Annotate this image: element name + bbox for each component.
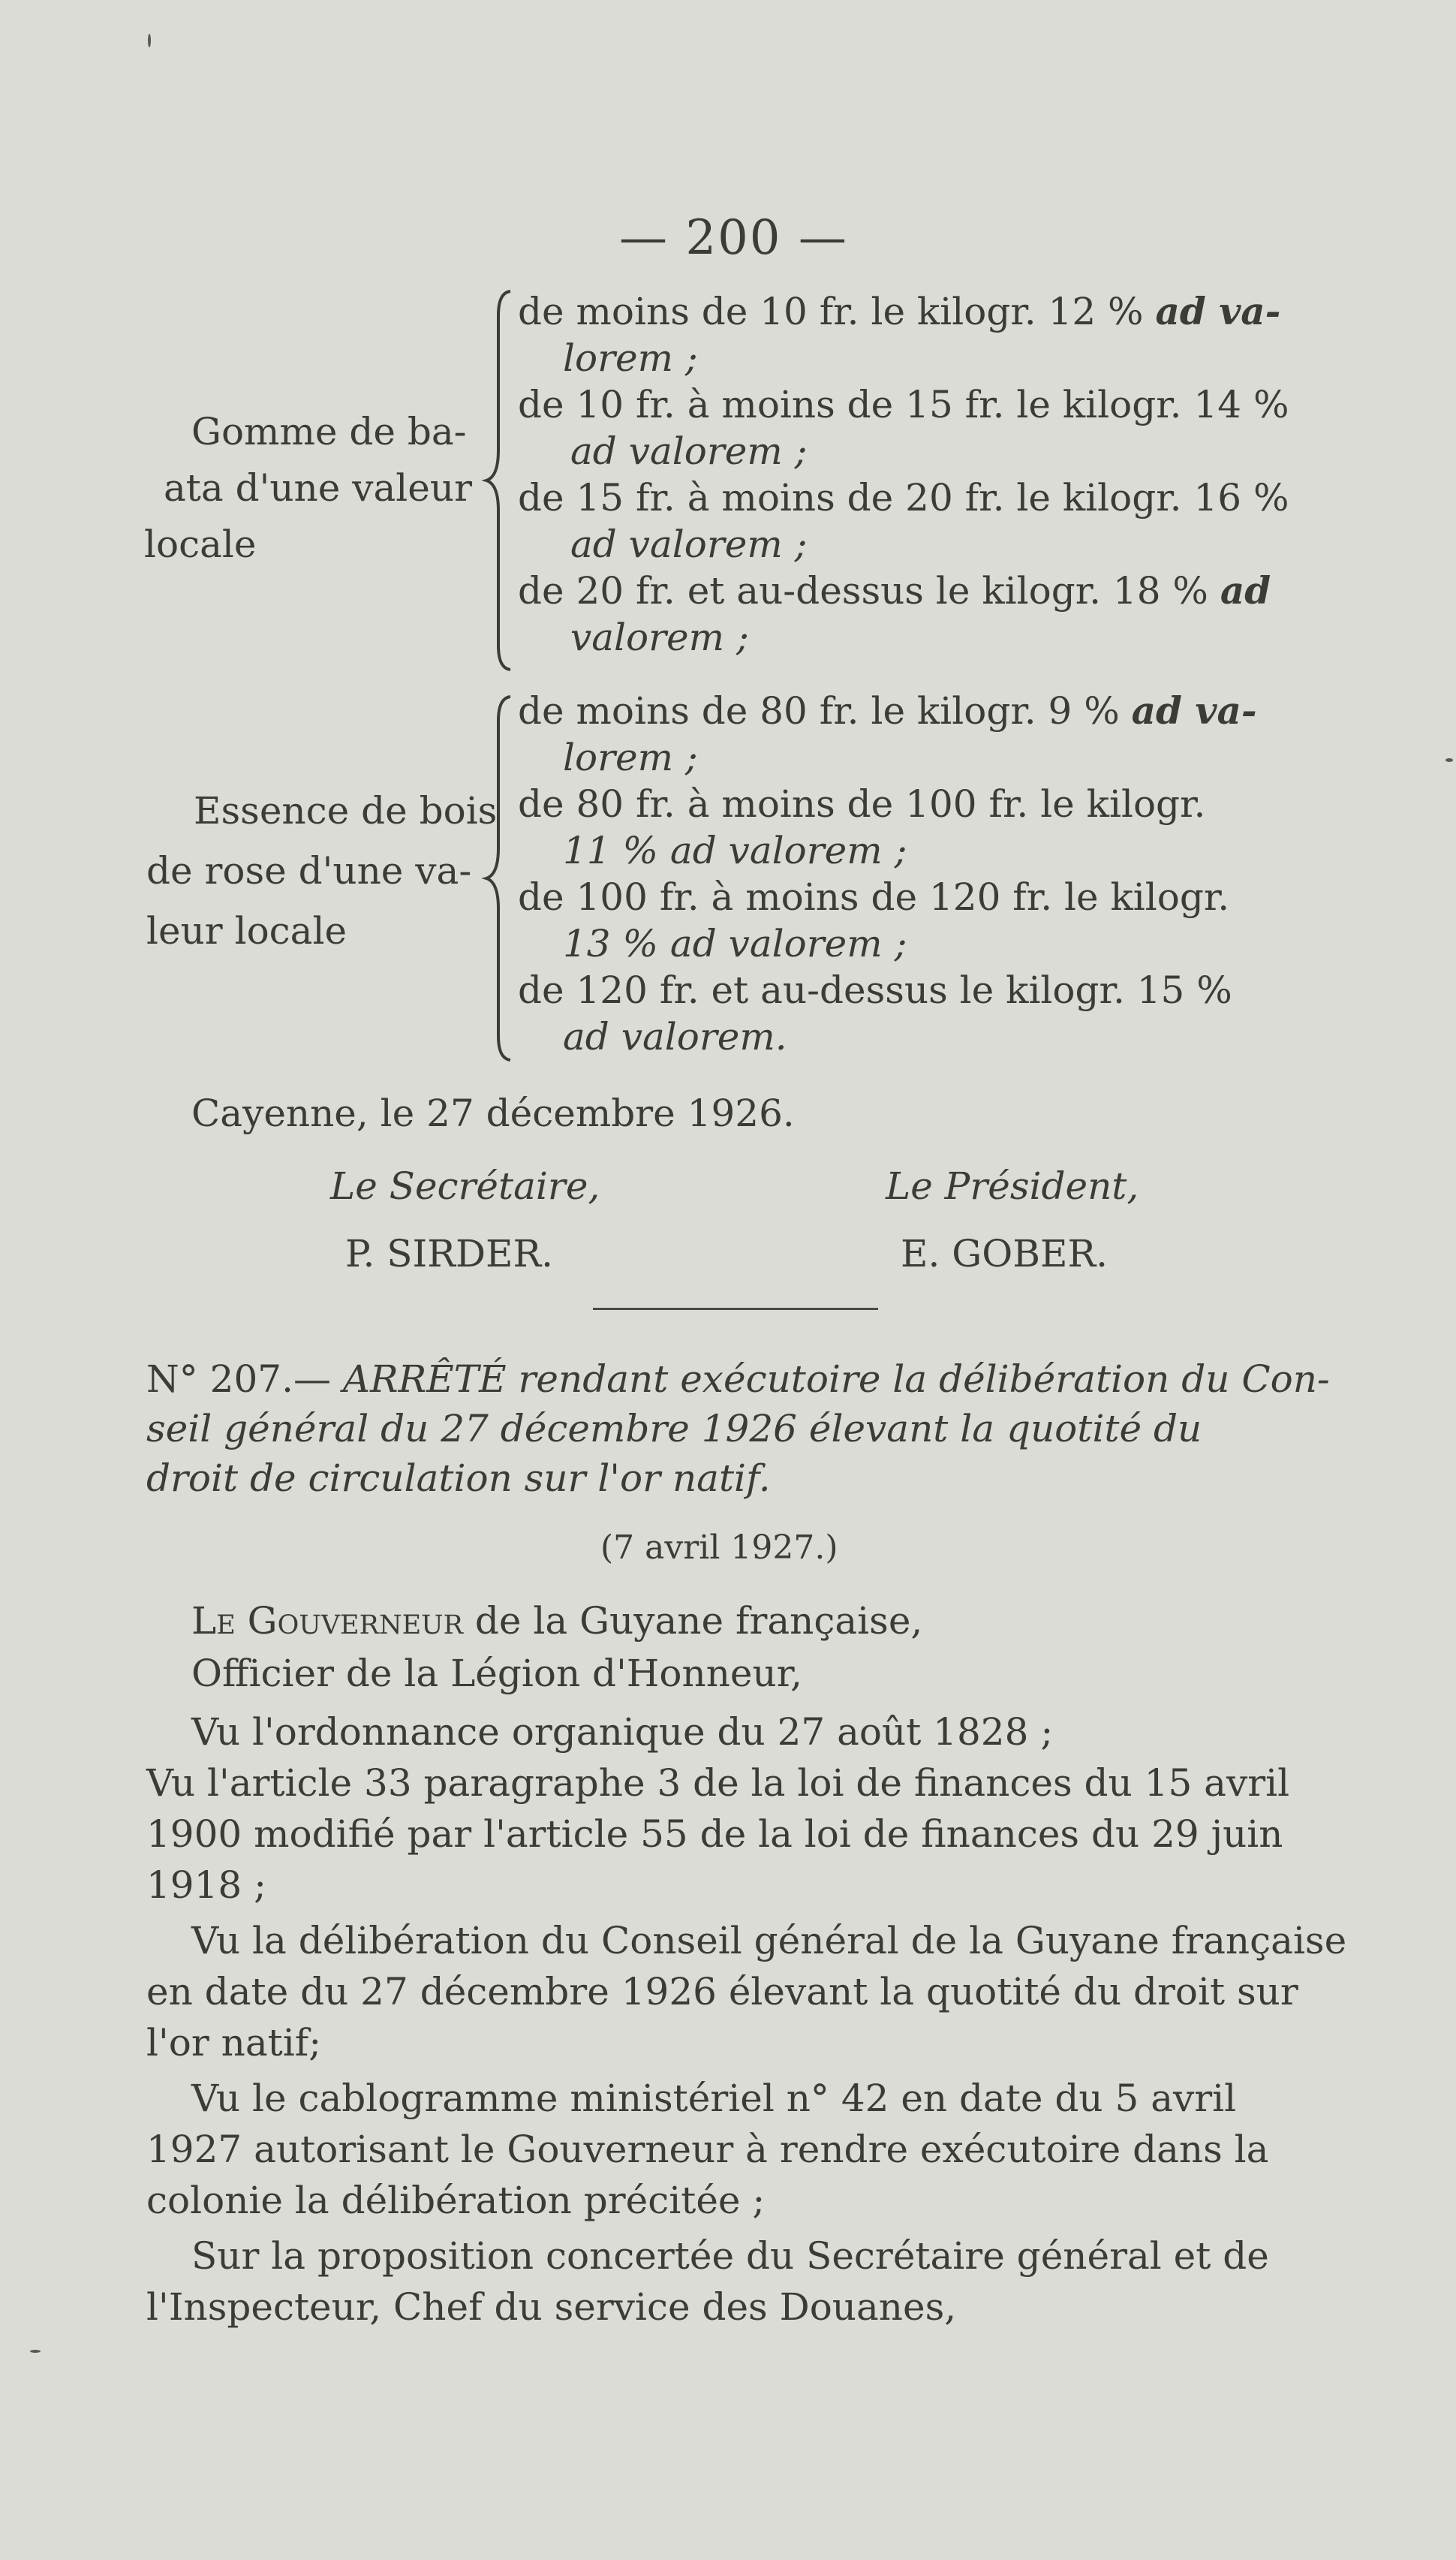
signature-left-name: P. SIRDER.: [345, 1232, 554, 1275]
paper-speck: [148, 34, 151, 47]
officer-line: Officier de la Légion d'Honneur,: [191, 1652, 803, 1695]
body-line-5: Vu la délibération du Conseil général de la Guyane française: [191, 1919, 1347, 1962]
table2-row-8: ad valorem.: [563, 1015, 787, 1059]
table1-row-3: de 10 fr. à moins de 15 fr. le kilogr. 14 %: [518, 383, 1289, 426]
section-divider: [593, 1308, 878, 1310]
signature-right-name: E. GOBER.: [901, 1232, 1109, 1275]
table1-label-line-2: ata d'une valeur: [164, 466, 472, 510]
body-line-6: en date du 27 décembre 1926 élevant la quotité du droit sur: [146, 1970, 1298, 2013]
body-line-3: 1900 modifié par l'article 55 de la loi de finances du 29 juin: [146, 1812, 1283, 1856]
paper-speck: [1445, 758, 1453, 762]
table1-row-6: ad valorem ;: [570, 523, 808, 566]
table2-row-7: de 120 fr. et au-dessus le kilogr. 15 %: [518, 968, 1232, 1012]
table1-brace: [480, 285, 518, 676]
table1-row-1: de moins de 10 fr. le kilogr. 12 % ad va-: [518, 289, 1281, 333]
decree-title-line-1: N° 207.— ARRÊTÉ rendant exécutoire la délibération du Con-: [146, 1357, 1330, 1401]
table2-row-4: 11 % ad valorem ;: [563, 829, 907, 872]
body-line-4: 1918 ;: [146, 1863, 266, 1907]
body-line-9: 1927 autorisant le Gouverneur à rendre exécutoire dans la: [146, 2128, 1269, 2171]
decree-date: (7 avril 1927.): [600, 1528, 838, 1567]
body-line-12: l'Inspecteur, Chef du service des Douanes,: [146, 2285, 957, 2329]
table2-row-6: 13 % ad valorem ;: [563, 922, 907, 965]
signature-right-title: Le Président,: [886, 1164, 1139, 1208]
table2-row-3: de 80 fr. à moins de 100 fr. le kilogr.: [518, 782, 1206, 826]
table2-brace: [480, 691, 518, 1066]
body-line-11: Sur la proposition concertée du Secrétaire général et de: [191, 2234, 1269, 2278]
decree-title-line-3: droit de circulation sur l'or natif.: [146, 1456, 771, 1500]
table2-row-2: lorem ;: [563, 736, 698, 779]
page-number: — 200 —: [619, 210, 848, 266]
table2-row-1: de moins de 80 fr. le kilogr. 9 % ad va-: [518, 688, 1257, 733]
table1-label-line-1: Gomme de ba-: [191, 410, 467, 453]
governor-line: Le Gouverneur de la Guyane française,: [191, 1599, 923, 1643]
body-line-10: colonie la délibération précitée ;: [146, 2179, 766, 2222]
table2-label-line-2: de rose d'une va-: [146, 849, 472, 893]
body-line-8: Vu le cablogramme ministériel n° 42 en date du 5 avril: [191, 2077, 1237, 2120]
paper-speck: [30, 2350, 41, 2353]
table1-row-5: de 15 fr. à moins de 20 fr. le kilogr. 16 %: [518, 476, 1289, 520]
table1-row-7: de 20 fr. et au-dessus le kilogr. 18 % ad: [518, 568, 1271, 613]
table1-row-8: valorem ;: [570, 616, 749, 659]
decree-title-line-2: seil général du 27 décembre 1926 élevant la quotité du: [146, 1407, 1202, 1450]
body-line-1: Vu l'ordonnance organique du 27 août 1828 ;: [191, 1710, 1054, 1754]
place-date: Cayenne, le 27 décembre 1926.: [191, 1092, 795, 1135]
table2-label-line-3: leur locale: [146, 909, 347, 953]
body-line-2: Vu l'article 33 paragraphe 3 de la loi de finances du 15 avril: [146, 1761, 1290, 1805]
table1-row-2: lorem ;: [563, 336, 698, 380]
table2-row-5: de 100 fr. à moins de 120 fr. le kilogr.: [518, 875, 1230, 919]
table1-row-4: ad valorem ;: [570, 429, 808, 473]
body-line-7: l'or natif;: [146, 2021, 322, 2065]
table1-label-line-3: locale: [144, 523, 257, 566]
signature-left-title: Le Secrétaire,: [330, 1164, 600, 1208]
table2-label-line-1: Essence de bois: [194, 789, 498, 833]
